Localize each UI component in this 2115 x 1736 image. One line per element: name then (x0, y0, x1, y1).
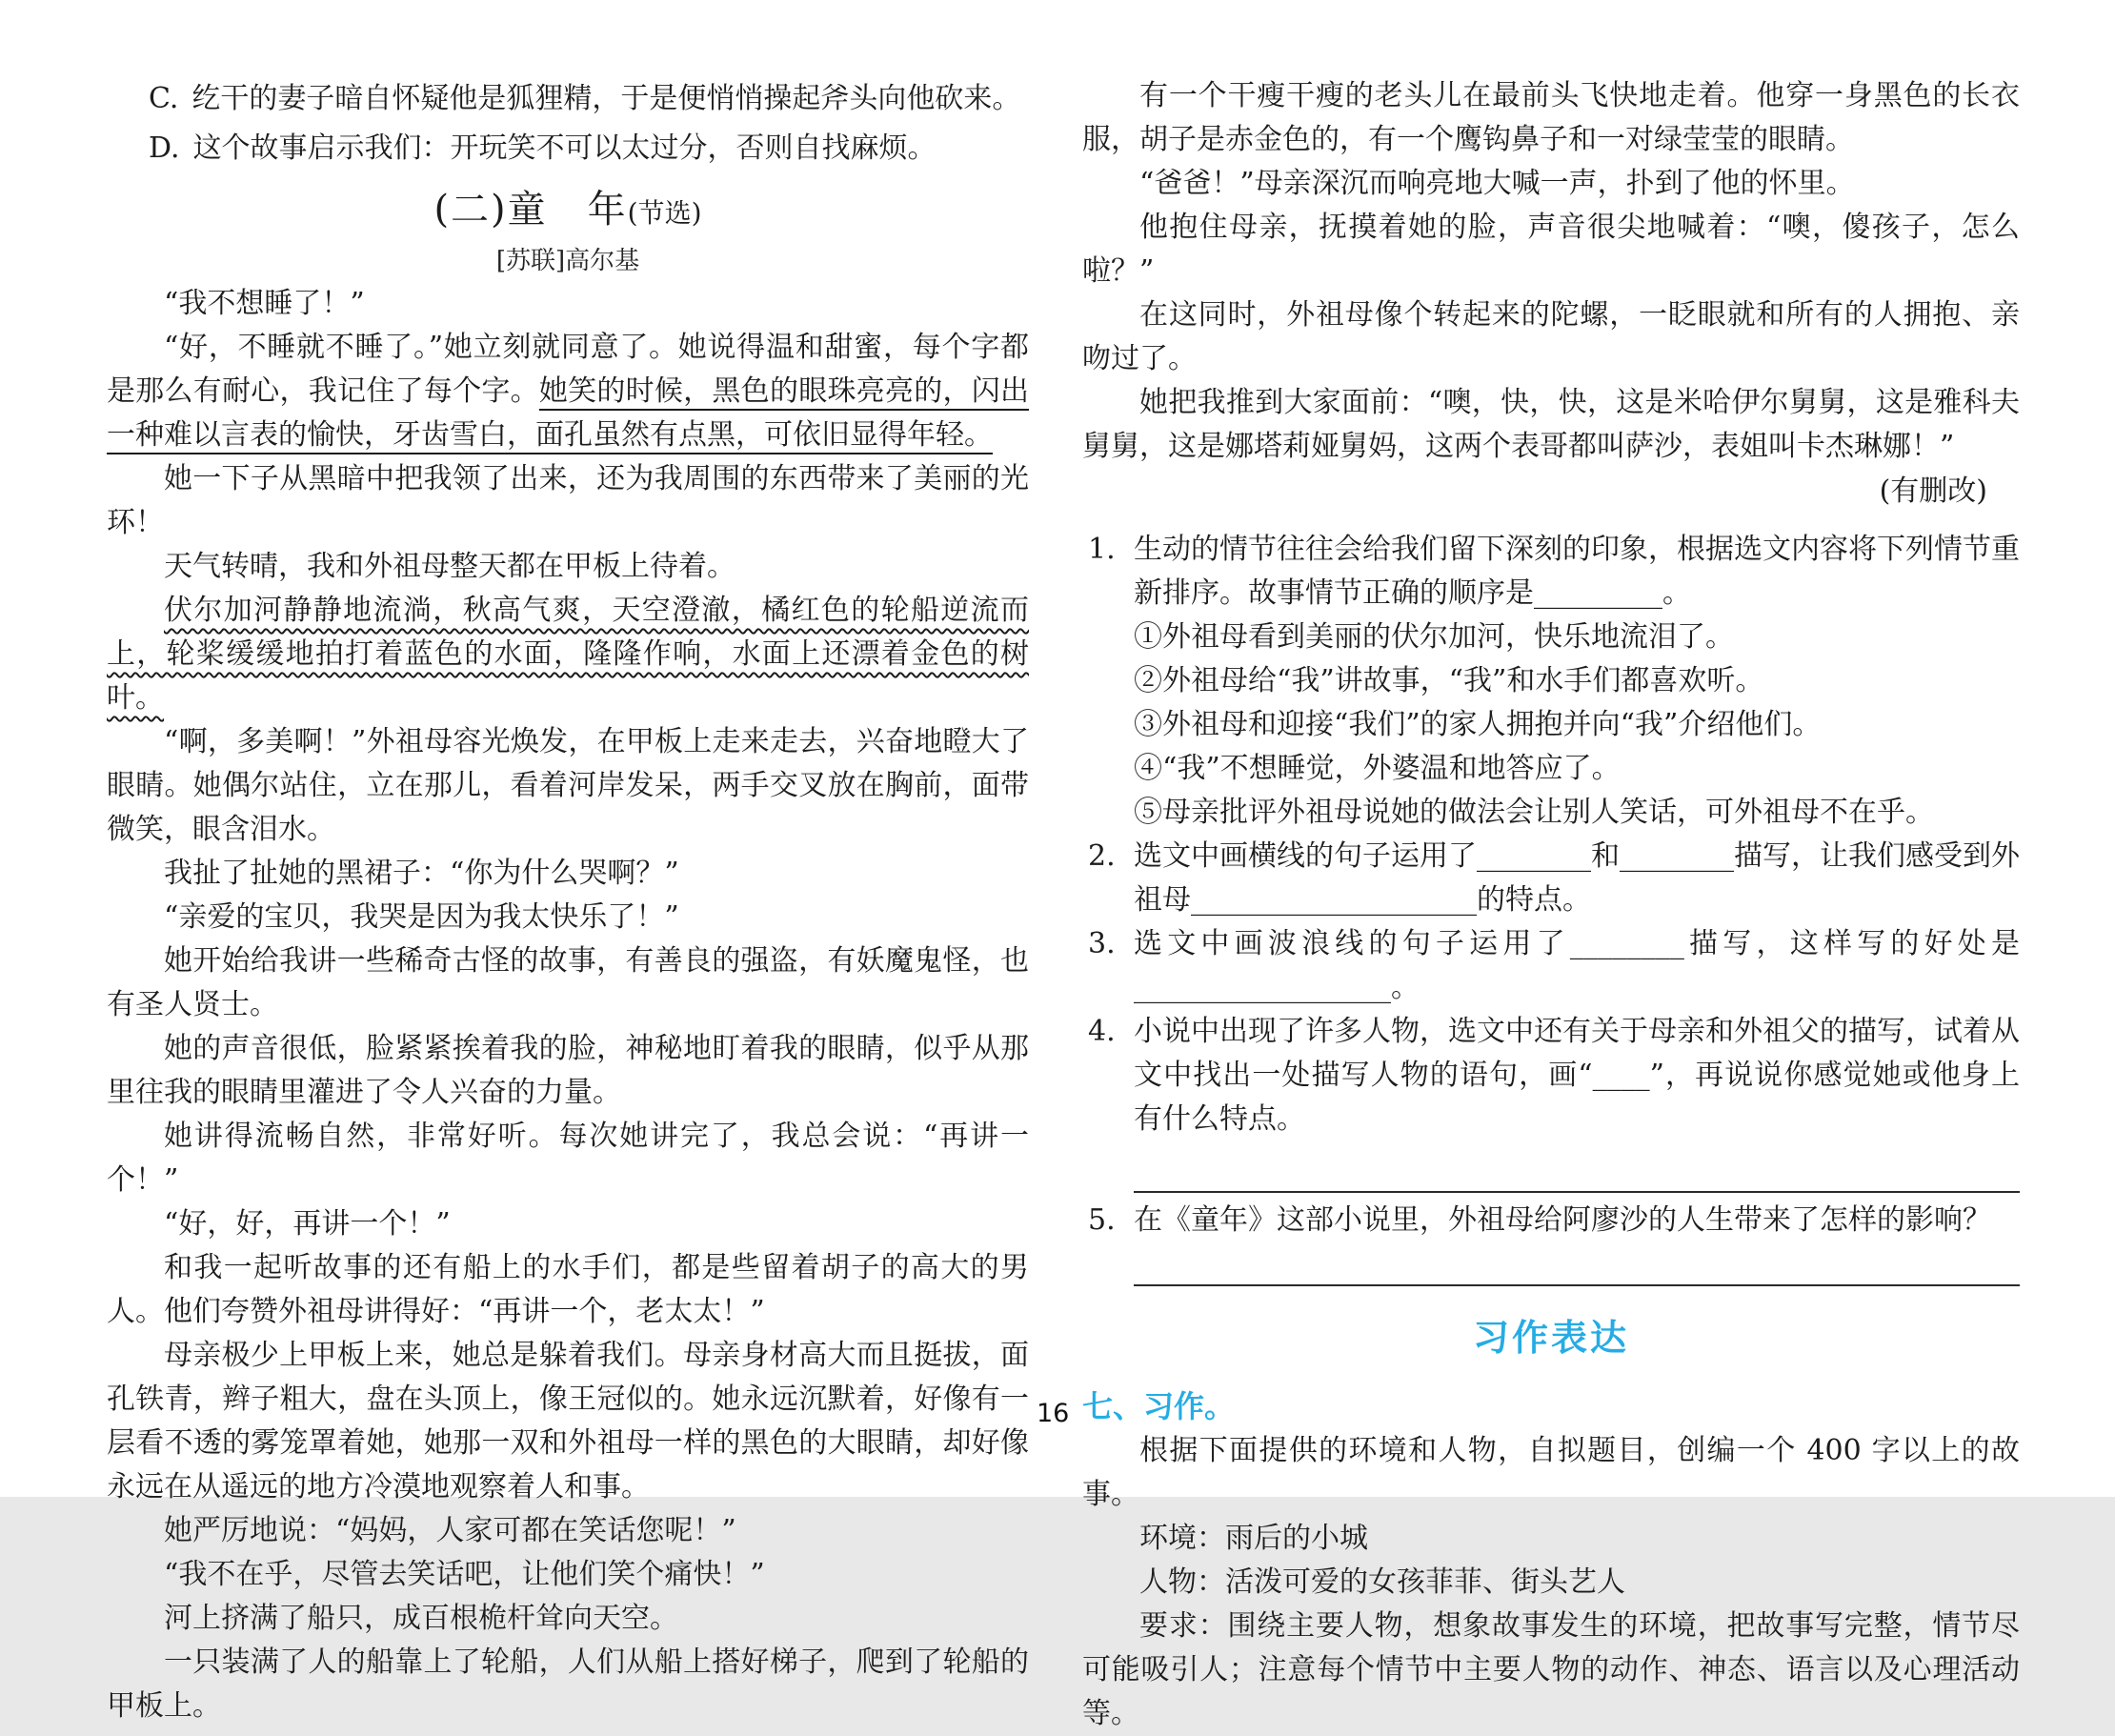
passage-author: [苏联]高尔基 (495, 247, 640, 275)
passage-paragraph: 一只装满了人的船靠上了轮船，人们从船上搭好梯子，爬到了轮船的甲板上。 (107, 1645, 1029, 1723)
passage-paragraph: 她严厉地说：“妈妈，人家可都在笑话您呢！” (164, 1514, 736, 1547)
right-column (1082, 74, 2020, 1736)
passage-paragraph: 和我一起听故事的还有船上的水手们，都是些留着胡子的高大的男人。他们夸赞外祖母讲得好：“再讲一个，老太太！” (107, 1251, 1029, 1328)
question-text: 在《童年》这部小说里，外祖母给阿廖沙的人生带来了怎样的影响？ (1134, 1203, 1991, 1237)
question-4 (1082, 1010, 2020, 1141)
passage-paragraph: “我不想睡了！” (164, 287, 365, 320)
passage-paragraph: “啊，多美啊！”外祖母容光焕发，在甲板上走来走去，兴奋地瞪大了眼睛。她偶尔站住，立在那儿，看着河岸发呆，两手交叉放在胸前，面带微笑，眼含泪水。 (107, 725, 1029, 846)
wavy-underlined-sentence: 伏尔加河静静地流淌，秋高气爽，天空澄澈，橘红色的轮船逆流而上，轮桨缓缓地拍打着蓝色的水面，隆隆作响，水面上还漂着金色的树叶。 (107, 594, 1029, 715)
question-number: 1. (1088, 533, 1116, 566)
question-number: 4. (1088, 1015, 1116, 1048)
answer-line (1134, 1141, 2020, 1193)
passage-paragraph: 天气转晴，我和外祖母整天都在甲板上待着。 (164, 550, 735, 583)
writing-exercise (1082, 1383, 2020, 1736)
question-list (1082, 528, 2020, 1286)
question-number: 5. (1088, 1203, 1116, 1237)
question-subitem: ①外祖母看到美丽的伏尔加河，快乐地流泪了。 (1134, 620, 1734, 654)
question-subitem: ⑤母亲批评外祖母说她的做法会让别人笑话，可外祖母不在乎。 (1134, 796, 1934, 829)
question-number: 3. (1088, 927, 1116, 960)
passage-paragraph: 他抱住母亲，抚摸着她的脸，声音很尖地喊着：“噢，傻孩子，怎么啦？” (1082, 211, 2020, 288)
question-subitem: ③外祖母和迎接“我们”的家人拥抱并向“我”介绍他们。 (1134, 708, 1822, 741)
underlined-sentence: 她笑的时候，黑色的眼珠亮亮的，闪出一种难以言表的愉快，牙齿雪白，面孔虽然有点黑，可依旧显得年轻。 (107, 374, 1030, 452)
source-note: (有删改) (1879, 474, 1987, 508)
option-row-d (107, 124, 1029, 173)
passage-paragraph: 她讲得流畅自然，非常好听。每次她讲完了，我总会说：“再讲一个！” (107, 1120, 1029, 1197)
passage-title-main: (二)童 年 (433, 188, 628, 232)
passage-right (1082, 74, 2020, 469)
exercise-line: 环境：雨后的小城 (1139, 1522, 1368, 1555)
question-text: 生动的情节往往会给我们留下深刻的印象，根据选文内容将下列情节重新排序。故事情节正确的顺序是_________。 (1134, 533, 2020, 610)
passage-paragraph: 她开始给我讲一些稀奇古怪的故事，有善良的强盗，有妖魔鬼怪，也有圣人贤士。 (107, 944, 1029, 1021)
passage-paragraph: 她的声音很低，脸紧紧挨着我的脸，神秘地盯着我的眼睛，似乎从那里往我的眼睛里灌进了令人兴奋的力量。 (107, 1032, 1029, 1109)
question-number: 2. (1088, 839, 1116, 873)
question-subitem: ②外祖母给“我”讲故事，“我”和水手们都喜欢听。 (1134, 664, 1764, 697)
passage-paragraph: 河上挤满了船只，成百根桅杆耸向天空。 (164, 1602, 678, 1635)
passage-paragraph: “爸爸！”母亲深沉而响亮地大喊一声，扑到了他的怀里。 (1139, 167, 1855, 200)
exercise-line: 根据下面提供的环境和人物，自拟题目，创编一个 400 字以上的故事。 (1082, 1434, 2020, 1511)
passage-paragraph: 在这同时，外祖母像个转起来的陀螺，一眨眼就和所有的人拥抱、亲吻过了。 (1082, 298, 2020, 375)
option-label: D. (149, 131, 180, 165)
question-3 (1082, 922, 2020, 1010)
passage-paragraph: 她一下子从黑暗中把我领了出来，还为我周围的东西带来了美丽的光环！ (107, 462, 1029, 539)
section-header: 习作表达 (1472, 1317, 1629, 1359)
passage-paragraph (107, 589, 1029, 720)
question-text: 小说中出现了许多人物，选文中还有关于母亲和外祖父的描写，试着从文中找出一处描写人物的语句，画“____”，再说说你感觉她或他身上有什么特点。 (1134, 1015, 2020, 1136)
question-5 (1082, 1199, 2020, 1242)
left-column (107, 74, 1029, 1728)
passage-paragraph: “我不在乎，尽管去笑话吧，让他们笑个痛快！” (164, 1558, 765, 1591)
paragraph-segment: “好，不睡就不睡了。”她立刻就同意了。她说得温和甜蜜，每个字都是那么有耐心，我记住了每个字。 (107, 331, 1029, 408)
option-row-c (107, 74, 1029, 124)
passage-paragraph: 有一个干瘦干瘦的老头儿在最前头飞快地走着。他穿一身黑色的长衣服，胡子是赤金色的，有一个鹰钩鼻子和一对绿莹莹的眼睛。 (1082, 79, 2020, 156)
passage-paragraph: “亲爱的宝贝，我哭是因为我太快乐了！” (164, 900, 679, 934)
passage-paragraph: 母亲极少上甲板上来，她总是躲着我们。母亲身材高大而且挺拔，面孔铁青，辫子粗大，盘在头顶上，像王冠似的。她永远沉默着，好像有一层看不透的雾笼罩着她，她那一双和外祖母一样的黑色的大眼睛，却好像永远在从遥远的地方冷漠地观察着人和事。 (107, 1339, 1029, 1504)
option-label: C. (149, 82, 179, 115)
exercise-heading: 七、习作。 (1082, 1388, 1236, 1424)
question-text: 选文中画横线的句子运用了________和________描写，让我们感受到外祖母____________________的特点。 (1134, 839, 2020, 917)
passage-paragraph: “好，好，再讲一个！” (164, 1207, 451, 1241)
question-text: 选文中画波浪线的句子运用了________描写，这样写的好处是__________________。 (1134, 927, 2020, 1004)
page-number: 16 (1037, 1399, 1070, 1428)
question-2 (1082, 835, 2020, 922)
passage-title-note: (节选) (627, 197, 702, 229)
passage-paragraph: 我扯了扯她的黑裙子：“你为什么哭啊？” (164, 857, 679, 890)
answer-line (1134, 1242, 2020, 1286)
passage-left (107, 282, 1029, 1728)
passage-paragraph (107, 326, 1029, 457)
exercise-line: 要求：围绕主要人物，想象故事发生的环境，把故事写完整，情节尽可能吸引人；注意每个情节中主要人物的动作、神态、语言以及心理活动等。 (1082, 1609, 2020, 1730)
option-text: 纥干的妻子暗自怀疑他是狐狸精，于是便悄悄操起斧头向他砍来。 (191, 82, 1021, 115)
exercise-line: 人物：活泼可爱的女孩菲菲、街头艺人 (1139, 1565, 1625, 1599)
passage-title (107, 183, 1029, 240)
passage-paragraph: 她把我推到大家面前：“噢，快，快，这是米哈伊尔舅舅，这是雅科夫舅舅，这是娜塔莉娅舅妈，这两个表哥都叫萨沙，表姐叫卡杰琳娜！” (1082, 386, 2020, 463)
question-subitem: ④“我”不想睡觉，外婆温和地答应了。 (1134, 752, 1621, 785)
question-1 (1082, 528, 2020, 835)
option-text: 这个故事启示我们：开玩笑不可以太过分，否则自找麻烦。 (192, 131, 937, 165)
